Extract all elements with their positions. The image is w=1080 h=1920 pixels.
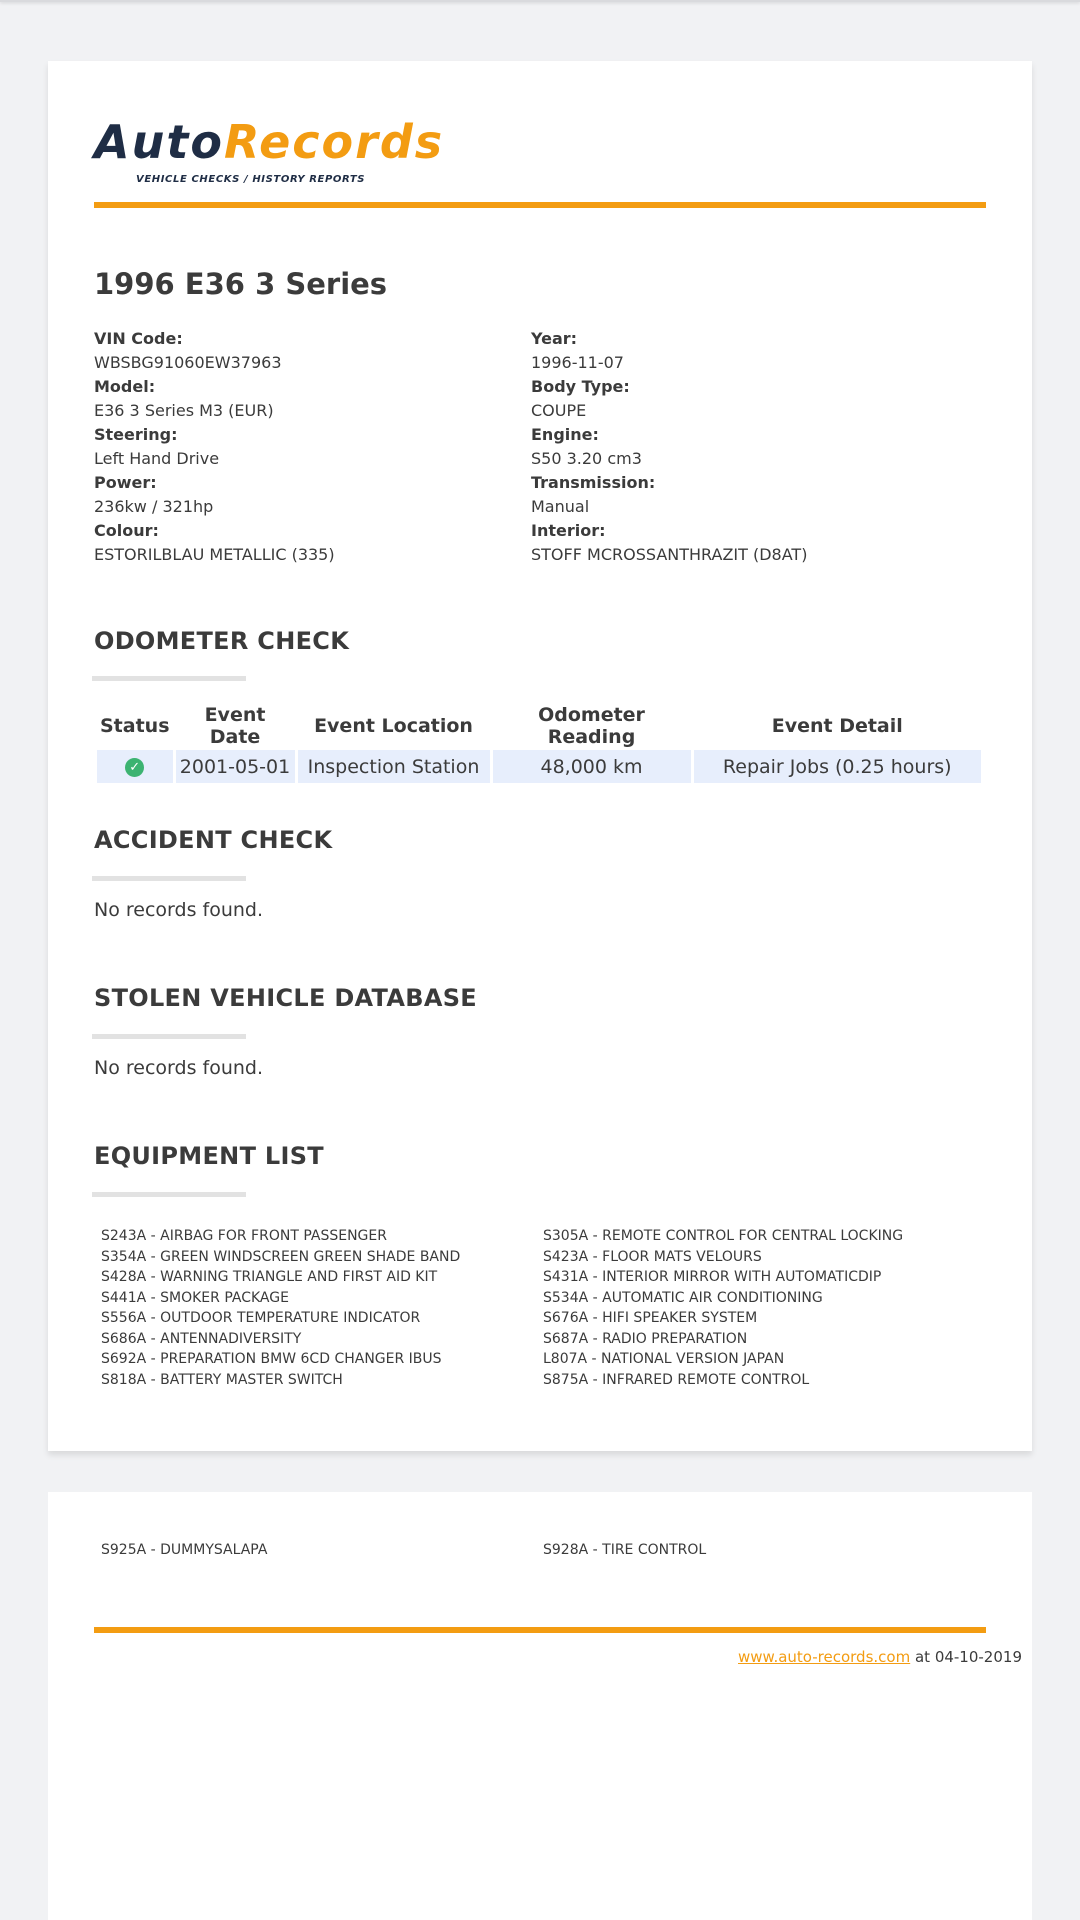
list-item: S556A - OUTDOOR TEMPERATURE INDICATOR bbox=[101, 1310, 421, 1326]
equipment-section-title: EQUIPMENT LIST bbox=[94, 1142, 324, 1170]
footer-divider bbox=[94, 1627, 986, 1633]
list-item: S925A - DUMMYSALAPA bbox=[101, 1542, 268, 1558]
spec-label: Transmission: bbox=[531, 473, 656, 492]
equipment-list-left-continued bbox=[101, 1540, 531, 1561]
table-header-row bbox=[97, 704, 981, 748]
accident-section-title: ACCIDENT CHECK bbox=[94, 826, 333, 854]
vehicle-specs-right bbox=[531, 327, 951, 567]
spec-value: STOFF MCROSSANTHRAZIT (D8AT) bbox=[531, 545, 808, 564]
stolen-no-records: No records found. bbox=[94, 1057, 264, 1079]
list-item: S305A - REMOTE CONTROL FOR CENTRAL LOCKING bbox=[543, 1228, 904, 1244]
column-header-date: Event Date bbox=[204, 704, 266, 748]
section-underline bbox=[92, 876, 246, 881]
vehicle-specs-left bbox=[94, 327, 514, 567]
list-item: S692A - PREPARATION BMW 6CD CHANGER IBUS bbox=[101, 1351, 442, 1367]
spec-label: VIN Code: bbox=[94, 329, 183, 348]
report-page-2 bbox=[48, 1492, 1032, 1920]
spec-value: E36 3 Series M3 (EUR) bbox=[94, 401, 274, 420]
event-location-cell: Inspection Station bbox=[298, 750, 490, 783]
column-header-reading: Odometer Reading bbox=[538, 704, 645, 748]
section-underline bbox=[92, 1192, 246, 1197]
list-item: S428A - WARNING TRIANGLE AND FIRST AID KIT bbox=[101, 1269, 438, 1285]
top-edge bbox=[0, 0, 1080, 2]
list-item: S441A - SMOKER PACKAGE bbox=[101, 1289, 289, 1306]
list-item: L807A - NATIONAL VERSION JAPAN bbox=[543, 1351, 785, 1367]
spec-value: S50 3.20 cm3 bbox=[531, 449, 642, 468]
odometer-table bbox=[94, 702, 984, 785]
equipment-list-right bbox=[543, 1226, 973, 1390]
website-link[interactable]: www.auto-records.com bbox=[738, 1648, 911, 1666]
list-item: S354A - GREEN WINDSCREEN GREEN SHADE BAND bbox=[101, 1248, 461, 1265]
report-footer bbox=[738, 1648, 1022, 1666]
spec-label: Power: bbox=[94, 473, 157, 492]
event-detail-cell: Repair Jobs (0.25 hours) bbox=[694, 750, 981, 783]
spec-label: Steering: bbox=[94, 425, 178, 444]
equipment-list-left bbox=[101, 1226, 531, 1390]
logo bbox=[94, 117, 444, 185]
logo-auto-text: Auto bbox=[94, 115, 224, 169]
list-item: S534A - AUTOMATIC AIR CONDITIONING bbox=[543, 1289, 823, 1306]
check-circle-icon: ✓ bbox=[125, 758, 144, 777]
stolen-section-title: STOLEN VEHICLE DATABASE bbox=[94, 984, 477, 1012]
logo-tagline: VEHICLE CHECKS / HISTORY REPORTS bbox=[136, 174, 366, 185]
spec-value: ESTORILBLAU METALLIC (335) bbox=[94, 545, 335, 564]
list-item: S928A - TIRE CONTROL bbox=[543, 1542, 707, 1558]
list-item: S875A - INFRARED REMOTE CONTROL bbox=[543, 1371, 810, 1388]
section-underline bbox=[92, 676, 246, 681]
spec-value: 1996-11-07 bbox=[531, 353, 624, 372]
equipment-list-right-continued bbox=[543, 1540, 973, 1561]
spec-value: Left Hand Drive bbox=[94, 449, 220, 468]
list-item: S423A - FLOOR MATS VELOURS bbox=[543, 1248, 762, 1265]
spec-label: Colour: bbox=[94, 521, 159, 540]
list-item: S243A - AIRBAG FOR FRONT PASSENGER bbox=[101, 1228, 387, 1244]
spec-value: 236kw / 321hp bbox=[94, 497, 214, 516]
section-underline bbox=[92, 1034, 246, 1039]
accident-no-records: No records found. bbox=[94, 899, 264, 921]
column-header-location: Event Location bbox=[314, 715, 473, 737]
list-item: S818A - BATTERY MASTER SWITCH bbox=[101, 1371, 343, 1388]
odometer-reading-cell: 48,000 km bbox=[493, 750, 691, 783]
list-item: S687A - RADIO PREPARATION bbox=[543, 1330, 748, 1347]
table-row bbox=[97, 750, 981, 783]
header-divider bbox=[94, 202, 986, 208]
spec-value: COUPE bbox=[531, 401, 587, 420]
list-item: S676A - HIFI SPEAKER SYSTEM bbox=[543, 1310, 758, 1326]
column-header-detail: Event Detail bbox=[771, 715, 903, 737]
spec-label: Body Type: bbox=[531, 377, 630, 396]
odometer-section-title: ODOMETER CHECK bbox=[94, 627, 350, 655]
spec-value: Manual bbox=[531, 497, 590, 516]
spec-label: Interior: bbox=[531, 521, 606, 540]
column-header-status: Status bbox=[100, 715, 170, 737]
logo-records-text: Records bbox=[223, 115, 445, 169]
vehicle-title: 1996 E36 3 Series bbox=[94, 267, 388, 301]
spec-label: Engine: bbox=[531, 425, 599, 444]
list-item: S686A - ANTENNADIVERSITY bbox=[101, 1330, 302, 1347]
event-date-cell: 2001-05-01 bbox=[176, 750, 295, 783]
report-date: at 04-10-2019 bbox=[910, 1648, 1022, 1666]
spec-label: Year: bbox=[531, 329, 578, 348]
report-page-1 bbox=[48, 61, 1032, 1451]
spec-value: WBSBG91060EW37963 bbox=[94, 353, 282, 372]
list-item: S431A - INTERIOR MIRROR WITH AUTOMATICDIP bbox=[543, 1269, 882, 1285]
spec-label: Model: bbox=[94, 377, 156, 396]
status-cell bbox=[97, 750, 173, 783]
